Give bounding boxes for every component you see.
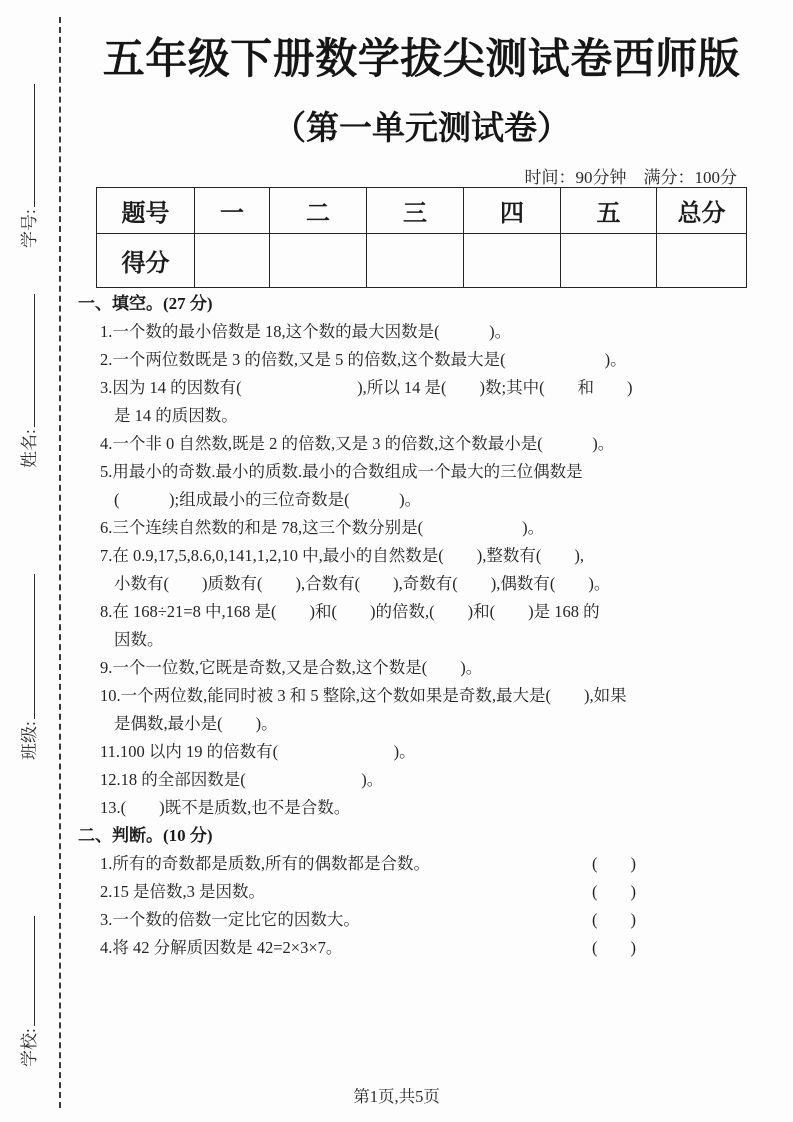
fill-in-question-12: 12.18 的全部因数是( )。 — [100, 770, 384, 789]
fill-in-question-5-continued: ( );组成最小的三位奇数是( )。 — [114, 490, 422, 509]
student-name-label: 姓名: — [20, 429, 39, 468]
paper-header — [96, 0, 747, 188]
column-header-3: 三 — [367, 188, 464, 234]
fill-in-question-7-continued: 小数有( )质数有( ),合数有( ),奇数有( ),偶数有( )。 — [114, 574, 611, 593]
fill-in-question-8-continued: 因数。 — [114, 630, 164, 649]
fill-in-question-10-continued: 是偶数,最小是( )。 — [114, 714, 278, 733]
column-header-5: 五 — [561, 188, 657, 234]
fill-in-question-3-continued: 是 14 的质因数。 — [114, 406, 238, 425]
score-cell-empty — [195, 234, 270, 288]
score-table — [96, 187, 747, 288]
judge-question-4 — [78, 934, 636, 962]
dashed-cut-line — [59, 17, 61, 1108]
school-field — [16, 916, 44, 1067]
footer-page-indicator: 第1页,共5页 — [353, 1087, 440, 1106]
question-number-header: 题号 — [97, 188, 195, 234]
fill-in-question-3: 3.因为 14 的因数有( ),所以 14 是( )数;其中( 和 ) — [100, 378, 633, 397]
judge-question-2-text: 2.15 是倍数,3 是因数。 — [100, 882, 265, 901]
score-cell-empty — [270, 234, 367, 288]
fill-in-question-6: 6.三个连续自然数的和是 78,这三个数分别是( )。 — [100, 518, 545, 537]
fill-in-question-13: 13.( )既不是质数,也不是合数。 — [100, 798, 351, 817]
fill-in-question-8: 8.在 168÷21=8 中,168 是( )和( )的倍数,( )和( )是 168 的 — [100, 602, 600, 621]
judge-question-3-answer-parens: ( ) — [592, 910, 636, 929]
fill-in-question-7: 7.在 0.9,17,5,8.6,0,141,1,2,10 中,最小的自然数是( ),整数有( ), — [100, 546, 584, 565]
section-heading-judge: 二、判断。(10 分) — [78, 826, 213, 845]
score-cell-empty — [464, 234, 561, 288]
column-header-4: 四 — [464, 188, 561, 234]
page-title: 五年级下册数学拔尖测试卷西师版 — [102, 37, 741, 83]
student-name-write-line — [32, 294, 35, 427]
page-subtitle: （第一单元测试卷） — [273, 111, 570, 147]
column-header-2: 二 — [270, 188, 367, 234]
class-label: 班级: — [20, 721, 39, 760]
section-heading-fill-in: 一、填空。(27 分) — [78, 294, 213, 313]
student-id-label: 学号: — [20, 209, 39, 248]
student-name-field — [16, 294, 44, 468]
judge-question-4-answer-parens: ( ) — [592, 938, 636, 957]
fill-in-question-4: 4.一个非 0 自然数,既是 2 的倍数,又是 3 的倍数,这个数最小是( )。 — [100, 434, 615, 453]
score-table-score-row — [97, 234, 747, 288]
school-write-line — [32, 916, 35, 1026]
fill-in-question-9: 9.一个一位数,它既是奇数,又是合数,这个数是( )。 — [100, 658, 483, 677]
fill-in-question-10: 10.一个两位数,能同时被 3 和 5 整除,这个数如果是奇数,最大是( ),如果 — [100, 686, 627, 705]
score-cell-empty — [561, 234, 657, 288]
score-cell-empty — [367, 234, 464, 288]
column-header-1: 一 — [195, 188, 270, 234]
question-body — [78, 290, 758, 962]
student-id-write-line — [32, 84, 35, 207]
fill-in-question-2: 2.一个两位数既是 3 的倍数,又是 5 的倍数,这个数最大是( )。 — [100, 350, 627, 369]
judge-question-1-answer-parens: ( ) — [592, 854, 636, 873]
school-label: 学校: — [20, 1028, 39, 1067]
judge-question-1-text: 1.所有的奇数都是质数,所有的偶数都是合数。 — [100, 854, 430, 873]
score-cell-empty — [657, 234, 747, 288]
judge-question-1 — [78, 850, 636, 878]
judge-question-3 — [78, 906, 636, 934]
class-write-line — [32, 574, 35, 719]
class-field — [16, 574, 44, 760]
judge-question-2 — [78, 878, 636, 906]
score-table-header-row — [97, 188, 747, 234]
student-id-field — [16, 84, 44, 248]
column-header-total: 总分 — [657, 188, 747, 234]
time-and-score-info: 时间：90分钟 满分：100分 — [524, 168, 737, 187]
fill-in-question-1: 1.一个数的最小倍数是 18,这个数的最大因数是( )。 — [100, 322, 512, 341]
judge-question-2-answer-parens: ( ) — [592, 882, 636, 901]
fill-in-question-11: 11.100 以内 19 的倍数有( )。 — [100, 742, 416, 761]
judge-question-4-text: 4.将 42 分解质因数是 42=2×3×7。 — [100, 938, 343, 957]
score-row-label: 得分 — [97, 234, 195, 288]
judge-question-3-text: 3.一个数的倍数一定比它的因数大。 — [100, 910, 360, 929]
fill-in-question-5: 5.用最小的奇数.最小的质数.最小的合数组成一个最大的三位偶数是 — [100, 462, 583, 481]
